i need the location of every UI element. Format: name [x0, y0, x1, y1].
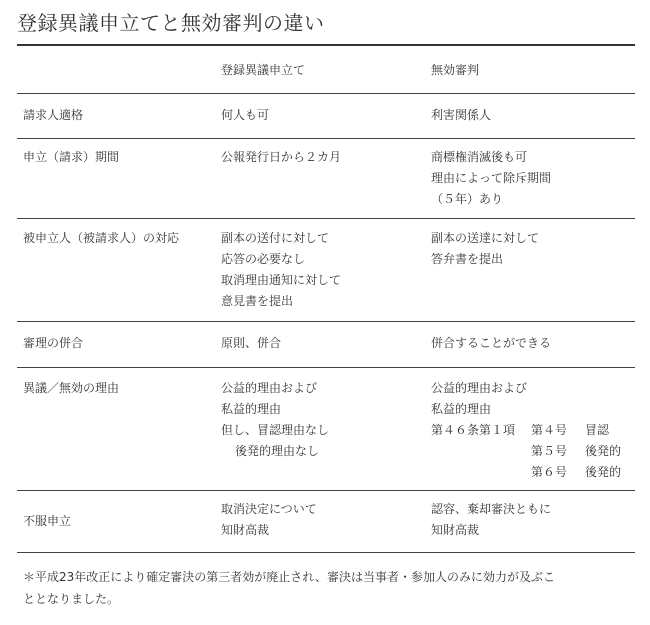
table-row-respondent — [17, 219, 635, 322]
row-label: 被申立人（被請求人）の対応 — [23, 231, 180, 245]
row-label: 請求人適格 — [23, 108, 84, 122]
invalidation-cell: 認容、棄却審決ともに 知財高裁 — [431, 502, 552, 537]
invalidation-cell: 副本の送達に対して 答弁書を提出 — [431, 231, 540, 266]
opposition-cell: 何人も可 — [221, 108, 270, 122]
table-header-row — [17, 44, 635, 94]
opposition-cell: 公報発行日から２カ月 — [221, 150, 342, 164]
row-label: 申立（請求）期間 — [23, 150, 120, 164]
column-header-invalidation: 無効審判 — [431, 63, 480, 77]
table-row-consolidation — [17, 322, 635, 368]
opposition-cell: 原則、併合 — [221, 336, 282, 350]
footnote: ＊平成23年改正により確定審決の第三者効が廃止され、審決は当事者・参加人のみに効力が及ぶこ ととなりました。 — [23, 570, 555, 606]
opposition-cell: 取消決定について 知財高裁 — [221, 502, 317, 537]
invalidation-cell: 公益的理由および 私益的理由 第４６条第１項 第４号 冒認 第５号 後発的 第６号 後発的 — [431, 378, 635, 483]
table-row-period — [17, 139, 635, 219]
row-label: 異議／無効の理由 — [23, 381, 120, 395]
article-item-5: 第５号 後発的 — [531, 444, 622, 458]
table-row-appeal — [17, 491, 635, 553]
row-label: 審理の併合 — [23, 336, 84, 350]
invalidation-cell: 併合することができる — [431, 336, 552, 350]
article-item-6: 第６号 後発的 — [531, 465, 622, 479]
comparison-table — [17, 44, 635, 553]
column-header-opposition: 登録異議申立て — [221, 63, 306, 77]
article-item-4: 第４６条第１項 第４号 冒認 — [431, 423, 610, 437]
row-label: 不服申立 — [23, 514, 72, 528]
table-row-claimant — [17, 94, 635, 139]
opposition-cell: 公益的理由および 私益的理由 但し、冒認理由なし 後発的理由なし — [221, 381, 330, 458]
invalidation-cell: 利害関係人 — [431, 108, 492, 122]
invalidation-cell: 商標権消滅後も可 理由によって除斥期間 （５年）あり — [431, 150, 552, 206]
table-row-grounds — [17, 368, 635, 491]
opposition-cell: 副本の送付に対して 応答の必要なし 取消理由通知に対して 意見書を提出 — [221, 231, 342, 308]
page-title: 登録異議申立てと無効審判の違い — [17, 11, 325, 35]
